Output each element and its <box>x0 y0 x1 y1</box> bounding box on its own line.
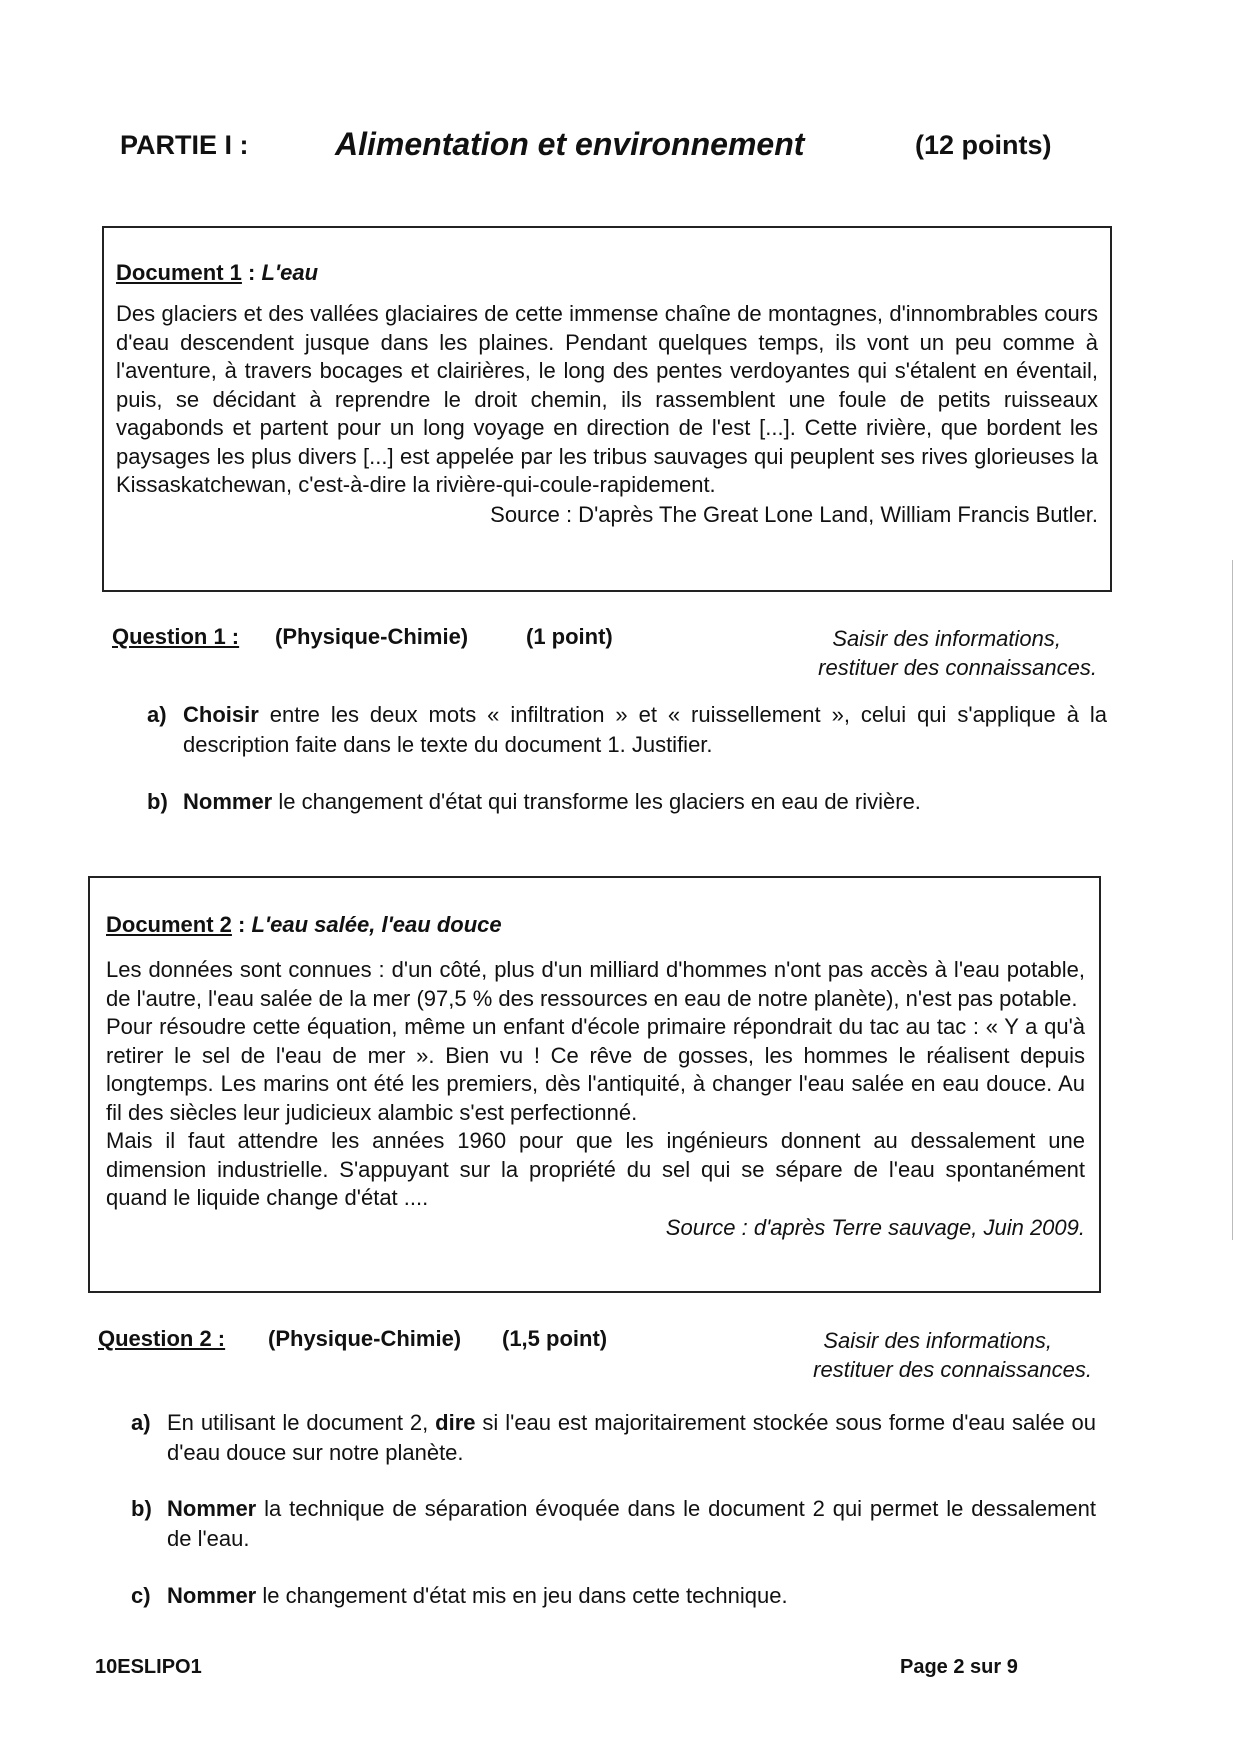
item-text: le changement d'état qui transforme les glaciers en eau de rivière. <box>272 789 921 814</box>
item-verb: Nommer <box>167 1583 257 1608</box>
question-2-skill-line-1: Saisir des informations, <box>823 1328 1052 1353</box>
question-1-points: (1 point) <box>526 624 613 649</box>
question-1-header <box>112 624 1097 684</box>
question-2-skill-line-2: restituer des connaissances. <box>813 1357 1092 1382</box>
document-1-text: Des glaciers et des vallées glaciaires de cette immense chaîne de montagnes, d'innombrables cours d'eau descendent jusque dans les plaines. Pendant quelques temps, ils vont un peu comme à l'aventure, à travers bocages et clairières, le long des pentes verdoyantes qui s'étalent en éventail, puis, se décidant à reprendre le droit chemin, ils rassemblent une foule de petits ruisseaux vagabonds et partent pour un long voyage en direction de l'est [...]. Cette rivière, que bordent les paysages les plus divers [...] est appelée par les tribus sauvages qui peuplent ses rives glorieuses la Kissaskatchewan, c'est-à-dire la rivière-qui-coule-rapidement. <box>116 301 1098 497</box>
item-letter: b) <box>131 1496 152 1521</box>
question-2-header <box>98 1326 1092 1386</box>
item-body <box>167 1581 1096 1611</box>
item-verb: Nommer <box>183 789 273 814</box>
item-text: si l'eau est majoritairement stockée sous forme d'eau salée ou d'eau douce sur notre planète. <box>167 1410 1096 1465</box>
document-2-paragraph: Les données sont connues : d'un côté, plus d'un milliard d'hommes n'ont pas accès à l'eau potable, de l'autre, l'eau salée de la mer (97,5 % des ressources en eau de notre planète), n'est pas potable. <box>106 957 1085 1011</box>
document-2-label: Document 2 <box>106 912 232 937</box>
document-2-paragraph: Pour résoudre cette équation, même un enfant d'école primaire répondrait du tac au tac : « Y a qu'à retirer le sel de l'eau de mer ». Bien vu ! Ce rêve de gosses, les hommes le réalisent depuis longtemps. Les marins ont été les premiers, dès l'antiquité, à changer l'eau salée en eau douce. Au fil des siècles leur judicieux alambic s'est perfectionné. <box>106 1014 1085 1125</box>
item-body <box>183 700 1107 760</box>
document-1-label: Document 1 <box>116 260 242 285</box>
scan-edge-line <box>1232 560 1233 1240</box>
part-points: (12 points) <box>915 130 1052 160</box>
question-1-label: Question 1 : <box>112 624 240 649</box>
question-1-item-b <box>147 787 1107 817</box>
question-1-skill-line-1: Saisir des informations, <box>832 626 1061 651</box>
item-verb: Choisir <box>183 702 259 727</box>
item-letter: b) <box>147 789 168 814</box>
question-1-skill-line-2: restituer des connaissances. <box>818 655 1097 680</box>
document-1-heading <box>116 260 1098 286</box>
document-2-text <box>106 956 1085 1213</box>
item-verb: dire <box>435 1410 476 1435</box>
document-2-heading <box>106 912 1085 938</box>
footer-code: 10ESLIPO1 <box>95 1656 202 1678</box>
item-text: le changement d'état mis en jeu dans cette technique. <box>256 1583 788 1608</box>
part-label: PARTIE I : <box>120 130 249 160</box>
question-2-skills <box>692 1326 1092 1384</box>
item-text: entre les deux mots « infiltration » et « ruissellement », celui qui s'applique à la description faite dans le texte du document 1. Justifier. <box>183 702 1107 757</box>
item-letter: c) <box>131 1583 151 1608</box>
question-1-subject: (Physique-Chimie) <box>275 624 469 649</box>
document-2-title: L'eau salée, l'eau douce <box>251 912 502 937</box>
question-2-item-a <box>131 1408 1096 1468</box>
part-title: Alimentation et environnement <box>335 126 805 162</box>
question-2-points: (1,5 point) <box>502 1326 608 1351</box>
question-2-item-c <box>131 1581 1096 1611</box>
item-verb: Nommer <box>167 1496 257 1521</box>
document-1-source: Source : D'après The Great Lone Land, William Francis Butler. <box>490 501 1098 527</box>
item-body <box>167 1494 1096 1554</box>
item-prefix: En utilisant le document 2, <box>167 1410 436 1435</box>
item-body <box>167 1408 1096 1468</box>
question-1-skills <box>697 624 1097 682</box>
item-letter: a) <box>131 1410 151 1435</box>
document-2-source: Source : d'après Terre sauvage, Juin 2009. <box>665 1214 1085 1240</box>
document-1-box <box>102 226 1112 592</box>
item-text: la technique de séparation évoquée dans le document 2 qui permet le dessalement de l'eau. <box>167 1496 1096 1551</box>
part-header <box>120 126 1080 176</box>
question-2-label: Question 2 : <box>98 1326 226 1351</box>
question-2-subject: (Physique-Chimie) <box>268 1326 462 1351</box>
item-body <box>183 787 1107 817</box>
document-1-title: L'eau <box>261 260 319 285</box>
footer-page-number: Page 2 sur 9 <box>900 1656 1018 1678</box>
document-2-box <box>88 876 1101 1293</box>
question-1-item-a <box>147 700 1107 760</box>
document-2-separator: : <box>231 912 252 937</box>
item-letter: a) <box>147 702 167 727</box>
document-2-paragraph: Mais il faut attendre les années 1960 pour que les ingénieurs donnent au dessalement une dimension industrielle. S'appuyant sur la propriété du sel qui se sépare de l'eau spontanément quand le liquide change d'état .... <box>106 1128 1085 1210</box>
document-1-separator: : <box>241 260 262 285</box>
question-2-item-b <box>131 1494 1096 1554</box>
